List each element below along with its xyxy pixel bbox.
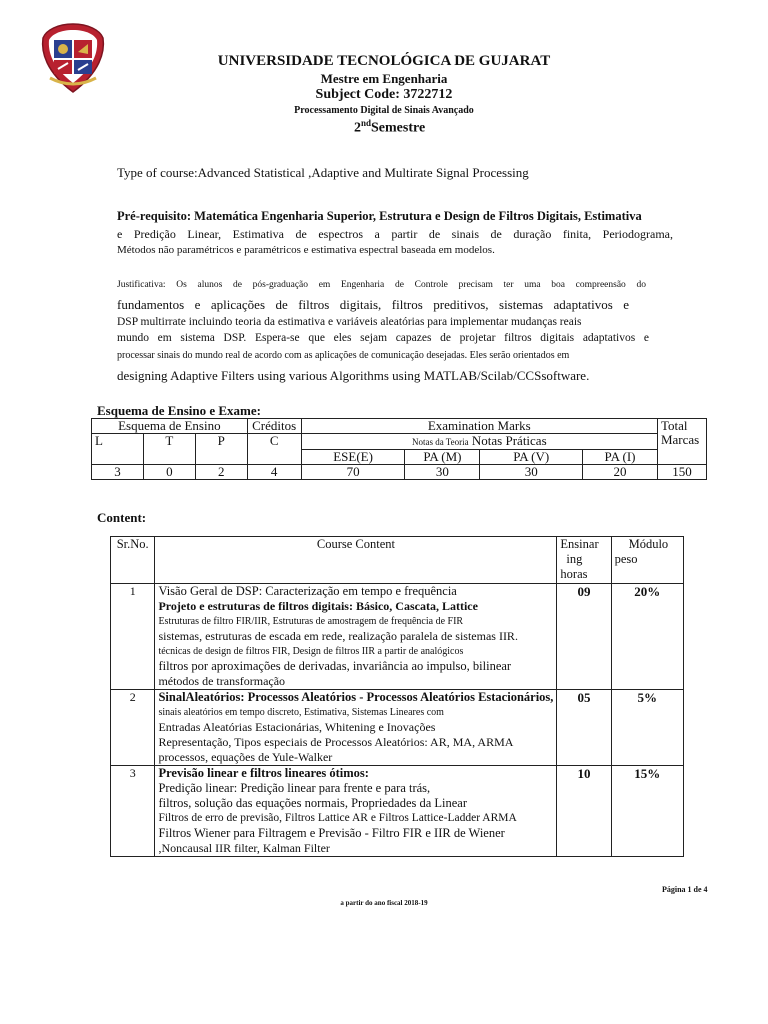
scheme-table xyxy=(91,418,707,480)
semester-word: Semestre xyxy=(371,120,426,136)
content-row-2 xyxy=(111,690,684,766)
teaching-hours-header-line-3: horas xyxy=(560,567,588,581)
row-1-line-5: técnicas de design de filtros FIR, Design de filtros IIR a partir de analógicos xyxy=(158,646,464,657)
page-number: Página 1 de 4 xyxy=(662,885,708,894)
row-1-line-3: Estruturas de filtro FIR/IIR, Estruturas de amostragem de frequência de FIR xyxy=(158,616,464,627)
footer-note: a partir do ano fiscal 2018-19 xyxy=(340,899,428,907)
content-table xyxy=(110,536,684,857)
module-weight-header-line-1: Módulo xyxy=(628,537,669,551)
pa-m-header: PA (M) xyxy=(405,450,480,465)
program-name: Mestre em Engenharia xyxy=(320,71,448,86)
module-weight-header-line-2: peso xyxy=(614,552,638,566)
row-3-sr: 3 xyxy=(111,766,155,857)
c-value: 4 xyxy=(247,465,301,480)
t-value: 0 xyxy=(143,465,195,480)
c-header: C xyxy=(247,434,301,465)
t-header: T xyxy=(143,434,195,465)
row-1-sr: 1 xyxy=(111,584,155,690)
course-type: Type of course:Advanced Statistical ,Adaptive and Multirate Signal Processing xyxy=(117,165,529,180)
module-weight-header xyxy=(611,537,683,584)
rationale-line-6: designing Adaptive Filters using various Algorithms using MATLAB/Scilab/CCSsoftware. xyxy=(117,368,590,383)
ese-value: 70 xyxy=(301,465,405,480)
pa-i-value: 20 xyxy=(583,465,658,480)
row-2-line-5: processos, equações de Yule-Walker xyxy=(158,750,333,764)
row-2-line-1: SinalAleatórios: Processos Aleatórios - Processos Aleatórios Estacionários, xyxy=(158,690,554,704)
p-header: P xyxy=(195,434,247,465)
content-row-1 xyxy=(111,584,684,690)
row-3-hours: 10 xyxy=(557,766,611,857)
row-3-line-5: Filtros Wiener para Filtragem e Previsão - Filtro FIR e IIR de Wiener xyxy=(158,826,505,840)
pa-i-header: PA (I) xyxy=(583,450,658,465)
prereq-line-1: Pré-requisito: Matemática Engenharia Superior, Estrutura e Design de Filtros Digitais, Estimativa xyxy=(117,209,642,223)
rationale-line-5: processar sinais do mundo real de acordo com as aplicações de comunicação desejadas. Eles serão orientados em xyxy=(117,350,570,361)
row-1-line-2: Projeto e estruturas de filtros digitais: Básico, Cascata, Lattice xyxy=(158,599,478,613)
row-2-content xyxy=(155,690,557,766)
subject-code: Subject Code: 3722712 xyxy=(315,87,453,102)
teaching-hours-header-line-2: ing xyxy=(566,552,583,566)
practical-marks-label: Notas Práticas xyxy=(471,433,547,448)
row-3-line-4: Filtros de erro de previsão, Filtros Lattice AR e Filtros Lattice-Ladder ARMA xyxy=(158,812,517,824)
exam-marks-header: Examination Marks xyxy=(301,419,657,434)
row-3-content xyxy=(155,766,557,857)
row-2-line-2: sinais aleatórios em tempo discreto, Estimativa, Sistemas Lineares com xyxy=(158,707,444,718)
subject-name: Processamento Digital de Sinais Avançado xyxy=(294,105,474,116)
row-1-hours: 09 xyxy=(557,584,611,690)
teaching-hours-header xyxy=(557,537,611,584)
row-3-weight: 15% xyxy=(611,766,683,857)
total-value: 150 xyxy=(657,465,706,480)
rationale-line-1: Justificativa: Os alunos de pós-graduação em Engenharia de Controle precisam ter uma boa compreensão do xyxy=(117,280,646,290)
l-value: 3 xyxy=(92,465,144,480)
total-marks-header: Total Marcas xyxy=(657,419,706,465)
pa-m-value: 30 xyxy=(405,465,480,480)
prereq-line-2: e Predição Linear, Estimativa de espectros a partir de sinais de duração finita, Periodograma, xyxy=(117,227,673,241)
p-value: 2 xyxy=(195,465,247,480)
rationale-line-3: DSP multirrate incluindo teoria da estimativa e variáveis aleatórias para implementar mudanças reais xyxy=(117,316,582,328)
row-2-line-3: Entradas Aleatórias Estacionárias, Whitening e Inovações xyxy=(158,720,436,734)
row-1-line-4: sistemas, estruturas de escada em rede, realização paralela de sistemas IIR. xyxy=(158,629,518,643)
row-2-hours: 05 xyxy=(557,690,611,766)
row-2-weight: 5% xyxy=(611,690,683,766)
scheme-heading: Esquema de Ensino e Exame: xyxy=(97,403,261,418)
row-2-line-4: Representação, Tipos especiais de Processos Aleatórios: AR, MA, ARMA xyxy=(158,735,514,749)
row-3-line-3: filtros, solução das equações normais, Propriedades da Linear xyxy=(158,796,468,810)
pa-v-header: PA (V) xyxy=(480,450,583,465)
row-1-content xyxy=(155,584,557,690)
l-header: L xyxy=(92,434,144,465)
row-1-line-6: filtros por aproximações de derivadas, invariância ao impulso, bilinear xyxy=(158,659,512,673)
university-name: UNIVERSIDADE TECNOLÓGICA DE GUJARAT xyxy=(217,53,551,69)
content-row-3 xyxy=(111,766,684,857)
rationale-line-2: fundamentos e aplicações de filtros digitais, filtros preditivos, sistemas adaptativos e xyxy=(117,297,629,312)
content-heading: Content: xyxy=(97,510,147,525)
prereq-line-3: Métodos não paramétricos e paramétricos e estimativa espectral baseada em modelos. xyxy=(117,244,495,256)
row-1-weight: 20% xyxy=(611,584,683,690)
sr-no-header: Sr.No. xyxy=(111,537,155,584)
row-3-line-2: Predição linear: Predição linear para frente e para trás, xyxy=(158,781,431,795)
row-3-line-1: Previsão linear e filtros lineares ótimos: xyxy=(158,766,369,780)
rationale-line-4: mundo em sistema DSP. Espera-se que eles sejam capazes de projetar filtros digitais adaptativos e xyxy=(117,332,649,344)
row-1-line-7: métodos de transformação xyxy=(158,674,286,688)
theory-practical-labels xyxy=(301,434,657,450)
semester xyxy=(354,118,425,137)
row-3-line-6: ,Noncausal IIR filter, Kalman Filter xyxy=(158,841,330,855)
semester-suffix: nd xyxy=(361,118,372,128)
row-1-line-1: Visão Geral de DSP: Caracterização em tempo e frequência xyxy=(158,584,457,598)
teaching-hours-header-line-1: Ensinar xyxy=(560,537,599,551)
credits-header: Créditos xyxy=(247,419,301,434)
ese-header: ESE(E) xyxy=(301,450,405,465)
course-content-header: Course Content xyxy=(155,537,557,584)
teaching-scheme-header: Esquema de Ensino xyxy=(92,419,248,434)
row-2-sr: 2 xyxy=(111,690,155,766)
theory-marks-label: Notas da Teoria xyxy=(411,437,469,447)
semester-number: 2 xyxy=(354,120,361,136)
pa-v-value: 30 xyxy=(480,465,583,480)
